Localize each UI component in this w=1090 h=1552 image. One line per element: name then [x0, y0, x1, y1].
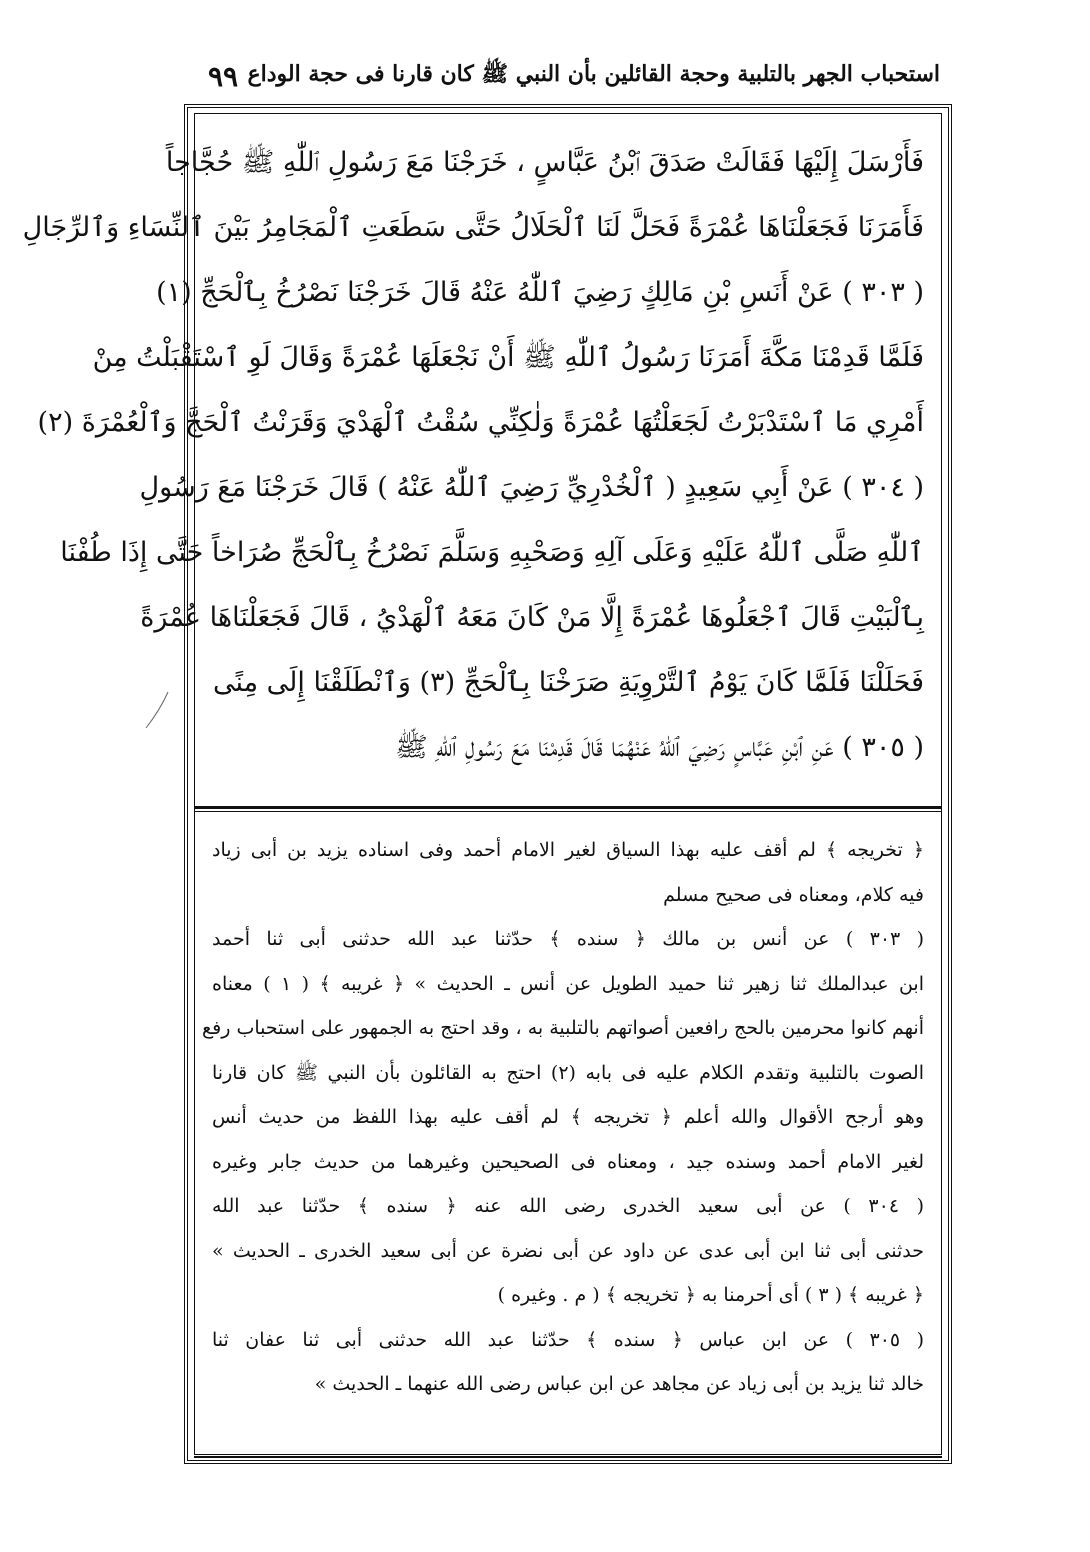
footnote-line: ( ٣٠٤ ) عن أبى سعيد الخدرى رضى الله عنه ﴿ سنده ﴾ حدّثنا عبد الله — [212, 1195, 924, 1217]
main-text-line: أَمْرِي مَا ٱسْتَدْبَرْتُ لَجَعَلْتُهَا عُمْرَةً وَلٰكِنِّي سُقْتُ ٱلْهَدْيَ وَقَرَنْتُ ٱلْحَجَّ وَٱلْعُمْرَةَ (٢) — [37, 407, 924, 438]
footnote-line: وهو أرجح الأقوال والله أعلم ﴿ تخريجه ﴾ لم أقف عليه بهذا اللفظ من حديث أنس — [212, 1106, 924, 1128]
footnote-line: ابن عبدالملك ثنا زهير ثنا حميد الطويل عن أنس ـ الحديث » ﴿ غريبه ﴾ ( ١ ) معناه — [212, 972, 925, 995]
margin-stray-mark — [142, 690, 172, 730]
footnote-line: حدثنى أبى ثنا ابن أبى عدى عن داود عن أبى نضرة عن أبى سعيد الخدرى ـ الحديث » — [212, 1239, 924, 1262]
footnote-line: فيه كلام، ومعناه فى صحيح مسلم — [663, 883, 924, 906]
main-text-line: ( ٣٠٥ ) عَنِ ٱبْنِ عَبَّاسٍ رَضِيَ ٱللّٰهُ عَنْهُمَا قَالَ قَدِمْنَا مَعَ رَسُولِ ٱللّٰهِ ﷺ — [395, 732, 924, 763]
main-text-line: ( ٣٠٣ ) عَنْ أَنَسِ بْنِ مَالِكٍ رَضِيَ ٱللّٰهُ عَنْهُ قَالَ خَرَجْنَا نَصْرُخُ بِٱلْحَجِّ (١) — [156, 277, 924, 308]
bottom-rule — [194, 1456, 942, 1458]
footnote-line: لغير الامام أحمد وسنده جيد ، ومعناه فى الصحيحين وغيرهما من حديث جابر وغيره — [212, 1150, 924, 1173]
main-text-line: فَلَمَّا قَدِمْنَا مَكَّةَ أَمَرَنَا رَسُولُ ٱللّٰهِ ﷺ أَنْ نَجْعَلَهَا عُمْرَةً وَقَالَ لَوِ ٱسْتَقْبَلْتُ مِنْ — [92, 342, 924, 373]
page-number: ٩٩ — [208, 59, 239, 93]
main-text-line: ٱللّٰهِ صَلَّى ٱللّٰهُ عَلَيْهِ وَعَلَى آلِهِ وَصَحْبِهِ وَسَلَّمَ نَصْرُخُ بِٱلْحَجِّ صُرَاخاً حَتَّى إِذَا طُفْنَا — [60, 537, 924, 568]
running-title: استحباب الجهر بالتلبية وحجة القائلين بأن النبي ﷺ كان قارنا فى حجة الوداع — [247, 61, 940, 87]
page-header — [200, 52, 940, 100]
footnote-line: ﴿ غريبه ﴾ ( ٣ ) أى أحرمنا به ﴿ تخريجه ﴾ ( م . وغيره ) — [497, 1284, 924, 1306]
footnote-line: ( ٣٠٥ ) عن ابن عباس ﴿ سنده ﴾ حدّثنا عبد الله حدثنى أبى ثنا عفان ثنا — [212, 1328, 924, 1351]
main-text-line: فَحَلَلْنَا فَلَمَّا كَانَ يَوْمُ ٱلتَّرْوِيَةِ صَرَخْنَا بِٱلْحَجِّ (٣) وَٱنْطَلَقْنَا إِلَى مِنًى — [212, 667, 924, 698]
main-text-block — [22, 130, 924, 780]
footnotes-block — [202, 828, 925, 1407]
main-text-line: فَأَرْسَلَ إِلَيْهَا فَقَالَتْ صَدَقَ ٱبْنُ عَبَّاسٍ ، خَرَجْنَا مَعَ رَسُولِ ٱللّٰهِ ﷺ حُجَّاجاً — [165, 147, 924, 178]
main-text-line: ( ٣٠٤ ) عَنْ أَبِي سَعِيدٍ ( ٱلْخُدْرِيِّ رَضِيَ ٱللّٰهُ عَنْهُ ) قَالَ خَرَجْنَا مَعَ رَسُولِ — [139, 472, 924, 503]
main-text-line: بِٱلْبَيْتِ قَالَ ٱجْعَلُوهَا عُمْرَةً إِلَّا مَنْ كَانَ مَعَهُ ٱلْهَدْيُ ، قَالَ فَجَعَلْنَاهَا عُمْرَةً — [140, 602, 924, 633]
footnote-line: أنهم كانوا محرمين بالحج رافعين أصواتهم بالتلبية به ، وقد احتج به الجمهور على استحباب رفع — [202, 1017, 924, 1039]
section-divider — [194, 806, 942, 812]
footnote-line: ( ٣٠٣ ) عن أنس بن مالك ﴿ سنده ﴾ حدّثنا عبد الله حدثنى أبى ثنا أحمد — [212, 928, 925, 950]
main-text-line: فَأَمَرَنَا فَجَعَلْنَاهَا عُمْرَةً فَحَلَّ لَنَا ٱلْحَلَالُ حَتَّى سَطَعَتِ ٱلْمَجَامِرُ بَيْنَ ٱلنِّسَاءِ وَٱلرِّجَالِ — [22, 212, 924, 243]
footnote-line: ﴿ تخريجه ﴾ لم أقف عليه بهذا السياق لغير الامام أحمد وفى اسناده يزيد بن أبى زياد — [212, 839, 924, 861]
footnote-line: خالد ثنا يزيد بن أبى زياد عن مجاهد عن ابن عباس رضى الله عنهما ـ الحديث » — [314, 1373, 924, 1395]
footnote-line: الصوت بالتلبية وتقدم الكلام عليه فى بابه (٢) احتج به القائلون بأن النبي ﷺ كان قارنا — [212, 1061, 924, 1084]
